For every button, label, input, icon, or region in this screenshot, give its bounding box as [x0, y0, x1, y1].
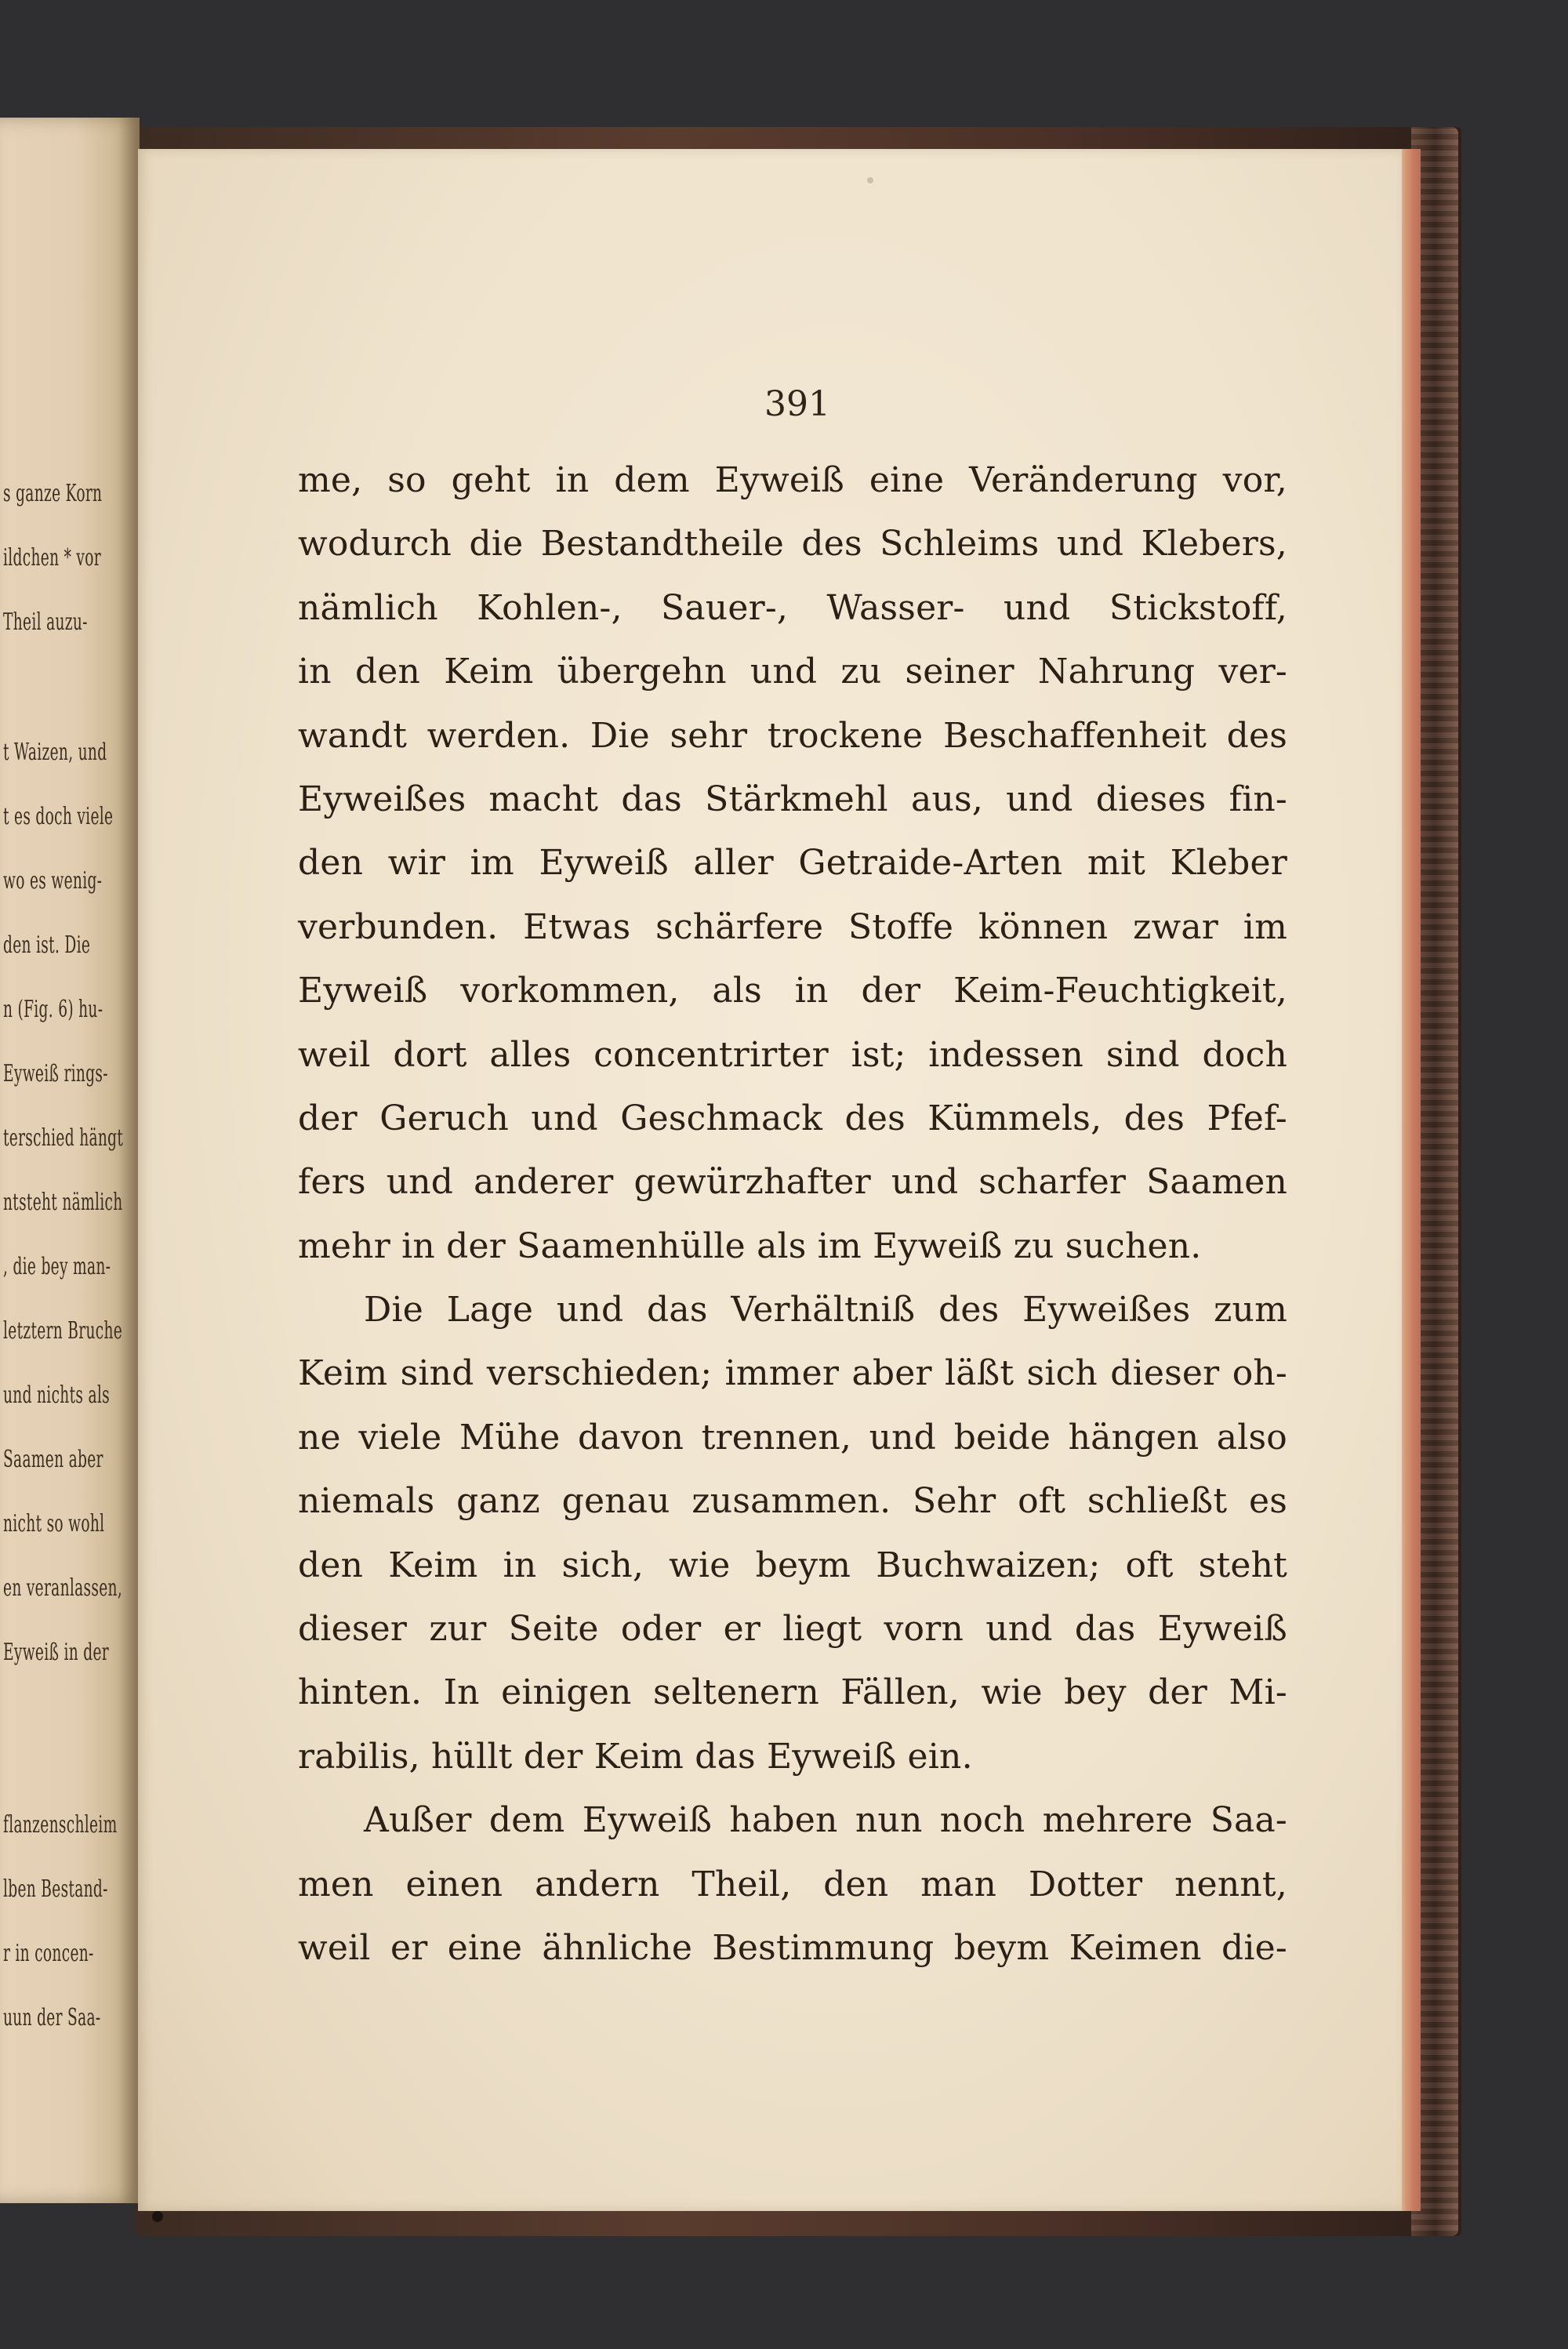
text-line: in den Keim übergehn und zu seiner Nahrung ver- — [298, 652, 1287, 692]
text-line: weil er eine ähnliche Bestimmung beym Keimen die- — [298, 1927, 1287, 1968]
text-line: rabilis, hüllt der Keim das Eyweiß ein. — [298, 1736, 973, 1777]
text-line: ne viele Mühe davon trennen, und beide hängen also — [298, 1417, 1287, 1458]
text-line: den wir im Eyweiß aller Getraide-Arten mit Kleber — [298, 843, 1287, 884]
previous-page-line: ntsteht nämlich — [3, 1189, 123, 1216]
previous-page-line: s ganze Korn — [3, 480, 103, 507]
previous-page-line: Eyweiß rings- — [3, 1060, 108, 1087]
paper-spot — [867, 177, 873, 183]
page-body-text — [298, 448, 1287, 1980]
previous-page-line: n (Fig. 6) hu- — [3, 996, 103, 1023]
previous-page-line: flanzenschleim — [3, 1811, 118, 1839]
text-line: nämlich Kohlen-, Sauer-, Wasser- und Stickstoff, — [298, 587, 1287, 628]
previous-page-line: wo es wenig- — [3, 867, 103, 895]
previous-page-line: r in concen- — [3, 1940, 94, 1967]
text-line: den Keim in sich, wie beym Buchwaizen; oft steht — [298, 1545, 1287, 1585]
text-line: verbunden. Etwas schärfere Stoffe können zwar im — [298, 906, 1287, 947]
text-line: Die Lage und das Verhältniß des Eyweißes zum — [364, 1290, 1287, 1331]
previous-page-line: terschied hängt — [3, 1124, 124, 1152]
text-line: wandt werden. Die sehr trockene Beschaffenheit des — [298, 715, 1287, 756]
previous-page-line: Theil auzu- — [3, 608, 88, 636]
text-line: fers und anderer gewürzhafter und scharfer Saamen — [298, 1162, 1287, 1203]
text-line: weil dort alles concentrirter ist; indessen sind doch — [298, 1034, 1287, 1075]
previous-page-line: t es doch viele — [3, 803, 114, 830]
previous-page-line: den ist. Die — [3, 931, 91, 959]
previous-page — [0, 118, 140, 2203]
previous-page-line: ildchen * vor — [3, 544, 101, 572]
text-line: men einen andern Theil, den man Dotter nennt, — [298, 1864, 1287, 1904]
text-line: dieser zur Seite oder er liegt vorn und das Eyweiß — [298, 1609, 1287, 1650]
text-line: Eyweißes macht das Stärkmehl aus, und dieses fin- — [298, 779, 1287, 819]
text-line: Keim sind verschieden; immer aber läßt sich dieser oh- — [298, 1353, 1287, 1394]
text-line: me, so geht in dem Eyweiß eine Veränderung vor, — [298, 460, 1287, 500]
previous-page-line: Eyweiß in der — [3, 1639, 109, 1666]
previous-page-line: Saamen aber — [3, 1446, 103, 1473]
text-line: Eyweiß vorkommen, als in der Keim-Feuchtigkeit, — [298, 971, 1287, 1011]
text-line: Außer dem Eyweiß haben nun noch mehrere Saa- — [364, 1800, 1287, 1841]
previous-page-line: letztern Bruche — [3, 1317, 123, 1345]
paper-spot — [152, 2211, 163, 2222]
book-page — [138, 149, 1402, 2211]
text-line: niemals ganz genau zusammen. Sehr oft schließt es — [298, 1481, 1287, 1522]
text-line: wodurch die Bestandtheile des Schleims und Klebers, — [298, 524, 1287, 565]
previous-page-line: , die bey man- — [3, 1253, 111, 1280]
previous-page-line: nicht so wohl — [3, 1510, 105, 1538]
text-line: hinten. In einigen seltenern Fällen, wie bey der Mi- — [298, 1672, 1287, 1713]
previous-page-line: und nichts als — [3, 1381, 110, 1409]
previous-page-line: lben Bestand- — [3, 1875, 108, 1903]
text-line: der Geruch und Geschmack des Kümmels, des Pfef- — [298, 1098, 1287, 1138]
page-number: 391 — [764, 384, 830, 424]
previous-page-line: en veranlassen, — [3, 1574, 123, 1602]
text-line: mehr in der Saamenhülle als im Eyweiß zu suchen. — [298, 1225, 1202, 1266]
previous-page-line: t Waizen, und — [3, 739, 107, 766]
previous-page-line: uun der Saa- — [3, 2004, 101, 2031]
